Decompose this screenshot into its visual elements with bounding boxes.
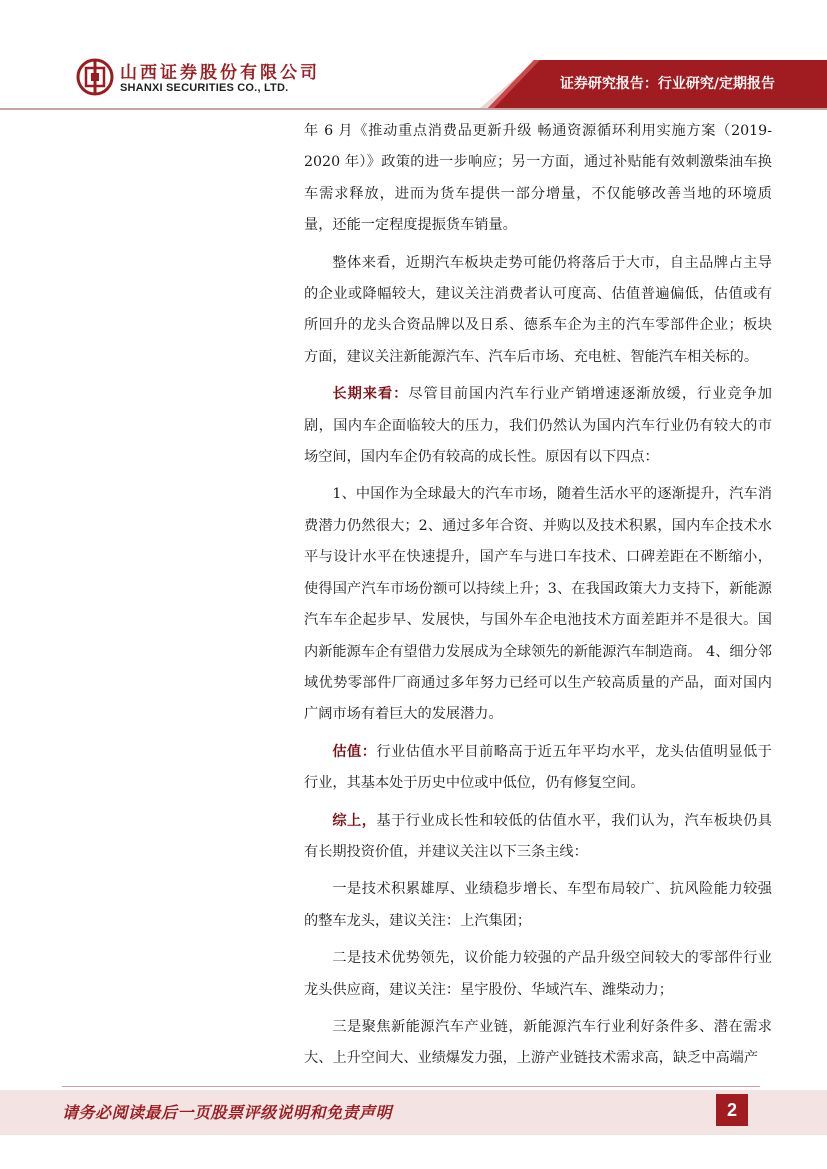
paragraph-mainline-1: 一是技术积累雄厚、业绩稳步增长、车型布局较广、抗风险能力较强的整车龙头，建议关注：上汽集团； (304, 881, 772, 929)
paragraph-mainline-2: 二是技术优势领先，议价能力较强的产品升级空间较大的零部件行业龙头供应商，建议关注：星宇股份、华域汽车、潍柴动力； (304, 950, 772, 998)
report-type-label: 证券研究报告：行业研究/定期报告 (559, 76, 775, 92)
footer-disclaimer: 请务必阅读最后一页股票评级说明和免责声明 (62, 1103, 393, 1122)
page-number: 2 (716, 1094, 748, 1126)
valuation-label: 估值： (332, 743, 377, 760)
company-name-cn: 山西证券股份有限公司 (120, 63, 320, 83)
paragraph-valuation (304, 737, 772, 800)
report-body (304, 116, 772, 1081)
paragraph-long-term-outlook (304, 379, 772, 473)
summary-text: 基于行业成长性和较低的估值水平，我们认为，汽车板块仍具有长期投资价值，并建议关注以下三条主线： (304, 812, 772, 860)
valuation-text: 行业估值水平目前略高于近五年平均水平，龙头估值明显低于行业，其基本处于历史中位或中低位，仍有修复空间。 (304, 743, 772, 792)
company-name-en: SHANXI SECURITIES CO., LTD. (120, 82, 289, 94)
summary-label: 综上， (332, 812, 377, 829)
page-header (0, 0, 827, 112)
paragraph-summary (304, 806, 772, 869)
long-term-text: 尽管目前国内汽车行业产销增速逐渐放缓，行业竞争加剧，国内车企面临较大的压力，我们仍然认为国内汽车行业仍有较大的市场空间，国内车企仍有较高的成长性。原因有以下四点： (304, 386, 772, 466)
company-logo-icon (76, 58, 114, 96)
footer-divider (62, 1086, 760, 1087)
header-banner (0, 0, 827, 112)
paragraph-mainline-3: 三是聚焦新能源汽车产业链，新能源汽车行业利好条件多、潜在需求大、上升空间大、业绩爆发力强，上游产业链技术需求高，缺乏中高端产 (304, 1018, 772, 1067)
paragraph-short-term-outlook: 整体来看，近期汽车板块走势可能仍将落后于大市，自主品牌占主导的企业或降幅较大，建议关注消费者认可度高、估值普遍偏低，估值或有所回升的龙头合资品牌以及日系、德系车企为主的汽车零部件企业；板块方面，建议关注新能源汽车、汽车后市场、充电桩、智能汽车相关标的。 (304, 254, 772, 365)
long-term-label: 长期来看： (332, 386, 409, 403)
paragraph-four-reasons: 1、中国作为全球最大的汽车市场，随着生活水平的逐渐提升，汽车消费潜力仍然很大；2、通过多年合资、并购以及技术积累，国内车企技术水平与设计水平在快速提升，国产车与进口车技术、口碑差距在不断缩小，使得国产汽车市场份额可以持续上升；3、在我国政策大力支持下，新能源汽车车企起步早、发展快，与国外车企电池技术方面差距并不是很大。国内新能源车企有望借力发展成为全球领先的新能源汽车制造商。 4、细分邻域优势零部件厂商通过多年努力已经可以生产较高质量的产品，面对国内广阔市场有着巨大的发展潜力。 (304, 486, 772, 723)
paragraph-policy-continuation: 年 6 月《推动重点消费品更新升级 畅通资源循环利用实施方案（2019-2020 年）》政策的进一步响应；另一方面，通过补贴能有效刺激柴油车换车需求释放，进而为货车提供一部分增量，不仅能够改善当地的环境质量，还能一定程度提振货车销量。 (304, 123, 772, 234)
